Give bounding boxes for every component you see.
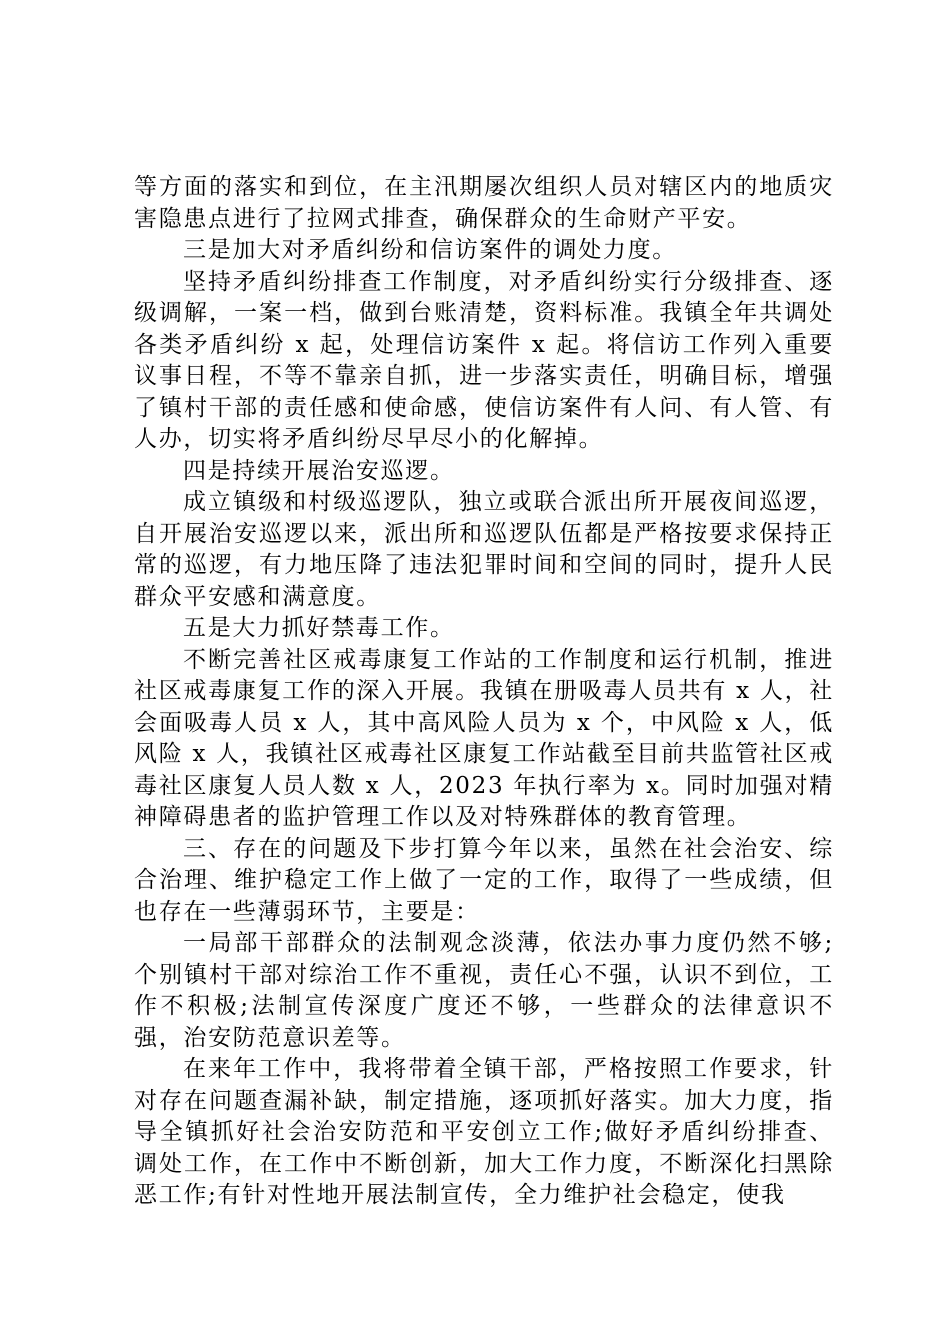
paragraph-9: 一局部干部群众的法制观念淡薄，依法办事力度仍然不够;个别镇村干部对综治工作不重视，责任心不强，认识不到位，工作不积极;法制宣传深度广度还不够，一些群众的法律意识不强，治安防范意识差等。: [134, 930, 834, 1051]
paragraph-7: 不断完善社区戒毒康复工作站的工作制度和运行机制，推进社区戒毒康复工作的深入开展。我镇在册吸毒人员共有 x 人，社会面吸毒人员 x 人，其中高风险人员为 x 个，中风险 x 人，低风险 x 人，我镇社区戒毒社区康复工作站截至目前共监管社区戒毒社区康复人员人数 x 人，2023 年执行率为 x。同时加强对精神障碍患者的监护管理工作以及对特殊群体的教育管理。: [134, 646, 834, 830]
paragraph-10: 在来年工作中，我将带着全镇干部，严格按照工作要求，针对存在问题查漏补缺，制定措施，逐项抓好落实。加大力度，指导全镇抓好社会治安防范和平安创立工作;做好矛盾纠纷排查、调处工作，在工作中不断创新，加大工作力度，不断深化扫黑除恶工作;有针对性地开展法制宣传，全力维护社会稳定，使我: [134, 1056, 834, 1208]
paragraph-6-heading: 五是大力抓好禁毒工作。: [183, 615, 455, 641]
paragraph-2-heading: 三是加大对矛盾纠纷和信访案件的调处力度。: [183, 237, 677, 263]
paragraph-1: 等方面的落实和到位，在主汛期屡次组织人员对辖区内的地质灾害隐患点进行了拉网式排查，确保群众的生命财产平安。: [134, 174, 834, 232]
paragraph-8-section: 三、存在的问题及下步打算今年以来，虽然在社会治安、综合治理、维护稳定工作上做了一定的工作，取得了一些成绩，但也存在一些薄弱环节，主要是：: [134, 835, 834, 925]
document-body: [134, 172, 834, 1212]
paragraph-5: 成立镇级和村级巡逻队，独立或联合派出所开展夜间巡逻，自开展治安巡逻以来，派出所和巡逻队伍都是严格按要求保持正常的巡逻，有力地压降了违法犯罪时间和空间的同时，提升人民群众平安感和满意度。: [134, 489, 834, 610]
paragraph-3: 坚持矛盾纠纷排查工作制度，对矛盾纠纷实行分级排查、逐级调解，一案一档，做到台账清楚，资料标准。我镇全年共调处各类矛盾纠纷 x 起，处理信访案件 x 起。将信访工作列入重要议事日程，不等不靠亲自抓，进一步落实责任，明确目标，增强了镇村干部的责任感和使命感，使信访案件有人问、有人管、有人办，切实将矛盾纠纷尽早尽小的化解掉。: [134, 268, 834, 452]
paragraph-4-heading: 四是持续开展治安巡逻。: [183, 457, 455, 484]
